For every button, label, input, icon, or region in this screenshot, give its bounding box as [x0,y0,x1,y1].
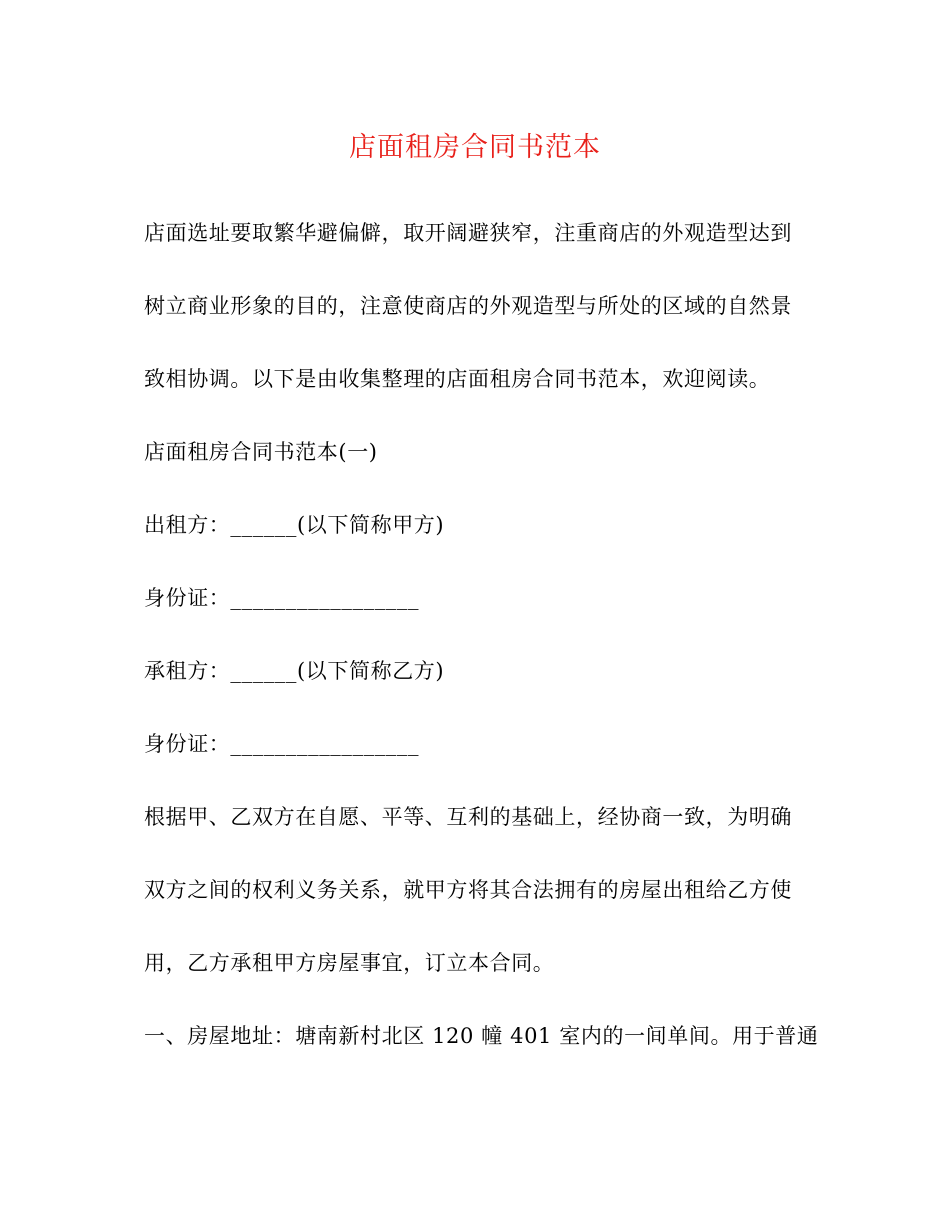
body-line: 用，乙方承租甲方房屋事宜，订立本合同。 [144,951,555,975]
body-line: 双方之间的权利义务关系，就甲方将其合法拥有的房屋出租给乙方使 [144,878,792,902]
section-heading: 店面租房合同书范本(一) [144,440,378,464]
lessor-field: 出租方：______(以下简称甲方) [144,513,445,537]
lessor-id-field: 身份证：_________________ [144,586,420,610]
body-line: 店面选址要取繁华避偏僻，取开阔避狭窄，注重商店的外观造型达到 [144,221,792,245]
body-line: 树立商业形象的目的，注意使商店的外观造型与所处的区域的自然景 [144,294,792,318]
body-line: 根据甲、乙双方在自愿、平等、互利的基础上，经协商一致，为明确 [144,805,792,829]
lessee-field: 承租方：______(以下简称乙方) [144,659,445,683]
lessee-id-field: 身份证：_________________ [144,732,420,756]
document-title: 店面租房合同书范本 [349,132,601,163]
body-line: 致相协调。以下是由收集整理的店面租房合同书范本，欢迎阅读。 [144,367,771,391]
clause-line: 一、房屋地址：塘南新村北区 120 幢 401 室内的一间单间。用于普通 [144,1024,819,1048]
